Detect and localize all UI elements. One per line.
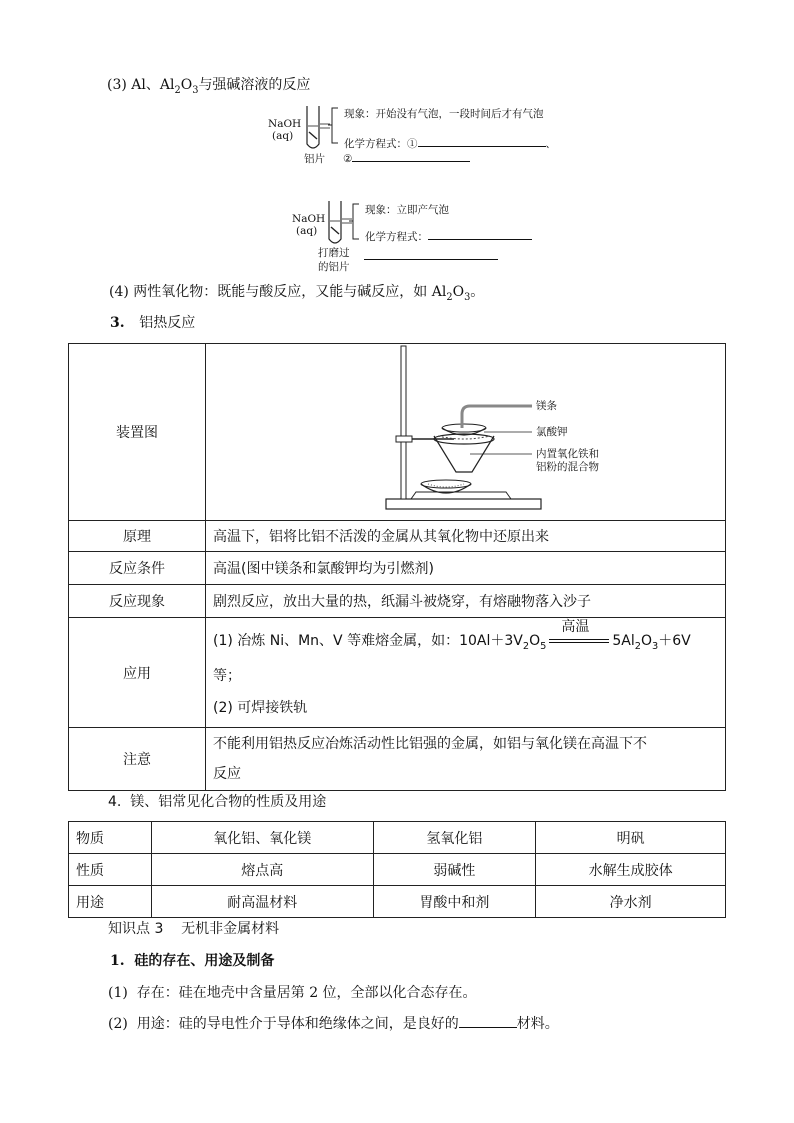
reagent-label: NaOH xyxy=(292,213,326,225)
thermite-heading: 3. 铝热反应 xyxy=(110,315,196,331)
table-cell: 水解生成胶体 xyxy=(536,854,726,886)
table-row xyxy=(69,728,726,791)
table-cell: 熔点高 xyxy=(151,854,373,886)
reagent-label: NaOH xyxy=(268,118,302,130)
column-header: 氢氧化铝 xyxy=(373,822,536,854)
row-label: 应用 xyxy=(69,618,206,728)
answer-blank[interactable] xyxy=(364,249,498,260)
equation-line-2: ② xyxy=(343,154,470,165)
row-label: 原理 xyxy=(69,521,206,552)
mixture-label-2: 铝粉的混合物 xyxy=(536,461,599,473)
thermite-apparatus-diagram xyxy=(206,344,725,520)
table-row xyxy=(69,585,726,618)
table-cell: 耐高温材料 xyxy=(151,886,373,918)
equation-line-1: 化学方程式：① 、 xyxy=(344,138,556,150)
mixture-label: 内置氧化铁和 xyxy=(536,448,599,460)
equation-line: 化学方程式： xyxy=(365,232,532,243)
solid-label-2: 的铝片 xyxy=(318,261,350,273)
row-label: 注意 xyxy=(69,728,206,791)
kclo3-label: 氯酸钾 xyxy=(536,426,568,438)
table-cell: 胃酸中和剂 xyxy=(373,886,536,918)
table-row xyxy=(69,618,726,728)
table-cell: 弱碱性 xyxy=(373,854,536,886)
column-header: 明矾 xyxy=(536,822,726,854)
row-label: 反应现象 xyxy=(69,585,206,618)
table-cell: 性质 xyxy=(69,854,152,886)
compounds-heading: 4. 镁、铝常见化合物的性质及用途 xyxy=(108,794,327,810)
application-line-3: (2) 可焊接铁轨 xyxy=(213,700,308,716)
reaction-arrow: 高温 xyxy=(546,634,612,648)
section-3-heading: (3) Al、$Al_2O_3$与强碱溶液的反应 xyxy=(107,77,311,96)
silicon-use: (2) 用途：硅的导电性介于导体和绝缘体之间，是良好的 材料。 xyxy=(108,1016,559,1032)
table-row xyxy=(69,886,726,918)
row-label: 反应条件 xyxy=(69,552,206,585)
solid-label: 打磨过 xyxy=(318,247,350,259)
silicon-existence: (1) 存在：硅在地壳中含量居第 2 位，全部以化合态存在。 xyxy=(108,985,477,1001)
application-line-2: 等； xyxy=(213,668,241,684)
row-value xyxy=(206,618,726,728)
answer-blank[interactable] xyxy=(459,1027,517,1028)
silicon-heading: 1. 硅的存在、用途及制备 xyxy=(110,953,275,969)
reagent-label-state: (aq) xyxy=(272,130,294,142)
reagent-label-state: (aq) xyxy=(296,225,318,237)
answer-blank[interactable] xyxy=(418,146,546,147)
compounds-table xyxy=(68,821,726,918)
bracket-icon xyxy=(328,107,340,145)
table-row xyxy=(69,344,726,521)
table-header-row xyxy=(69,822,726,854)
solid-label: 铝片 xyxy=(304,153,325,165)
row-value: 高温下，铝将比铝不活泼的金属从其氧化物中还原出来 xyxy=(206,521,726,552)
column-header: 氧化铝、氧化镁 xyxy=(151,822,373,854)
thermite-table xyxy=(68,343,726,791)
row-value: 剧烈反应，放出大量的热，纸漏斗被烧穿，有熔融物落入沙子 xyxy=(206,585,726,618)
table-row xyxy=(69,854,726,886)
answer-blank[interactable] xyxy=(352,161,470,162)
table-row xyxy=(69,552,726,585)
section-4-heading: (4) 两性氧化物：既能与酸反应，又能与碱反应，如 $Al_2O_3$。 xyxy=(109,284,485,303)
phenomenon-text: 现象：开始没有气泡，一段时间后才有气泡 xyxy=(344,108,544,120)
table-cell: 用途 xyxy=(69,886,152,918)
row-value: 不能利用铝热反应冶炼活动性比铝强的金属，如铝与氧化镁在高温下不 反应 xyxy=(206,728,726,791)
apparatus-cell xyxy=(206,344,726,521)
table-cell: 净水剂 xyxy=(536,886,726,918)
knowledge-point-title: 知识点 3 无机非金属材料 xyxy=(108,921,280,937)
row-value: 高温(图中镁条和氯酸钾均为引燃剂) xyxy=(206,552,726,585)
column-header: 物质 xyxy=(69,822,152,854)
application-line-1: (1) 冶炼 Ni、Mn、V 等难熔金属，如：$10Al+3V_2O_5$ 高温 $5Al_2O_3+6V$ xyxy=(213,619,691,652)
bracket-icon xyxy=(349,203,361,241)
phenomenon-text: 现象：立即产气泡 xyxy=(365,204,449,216)
section-number: (3) xyxy=(107,77,127,93)
table-row xyxy=(69,521,726,552)
mg-strip-label: 镁条 xyxy=(536,400,557,412)
row-label: 装置图 xyxy=(69,344,206,521)
answer-blank[interactable] xyxy=(428,239,532,240)
